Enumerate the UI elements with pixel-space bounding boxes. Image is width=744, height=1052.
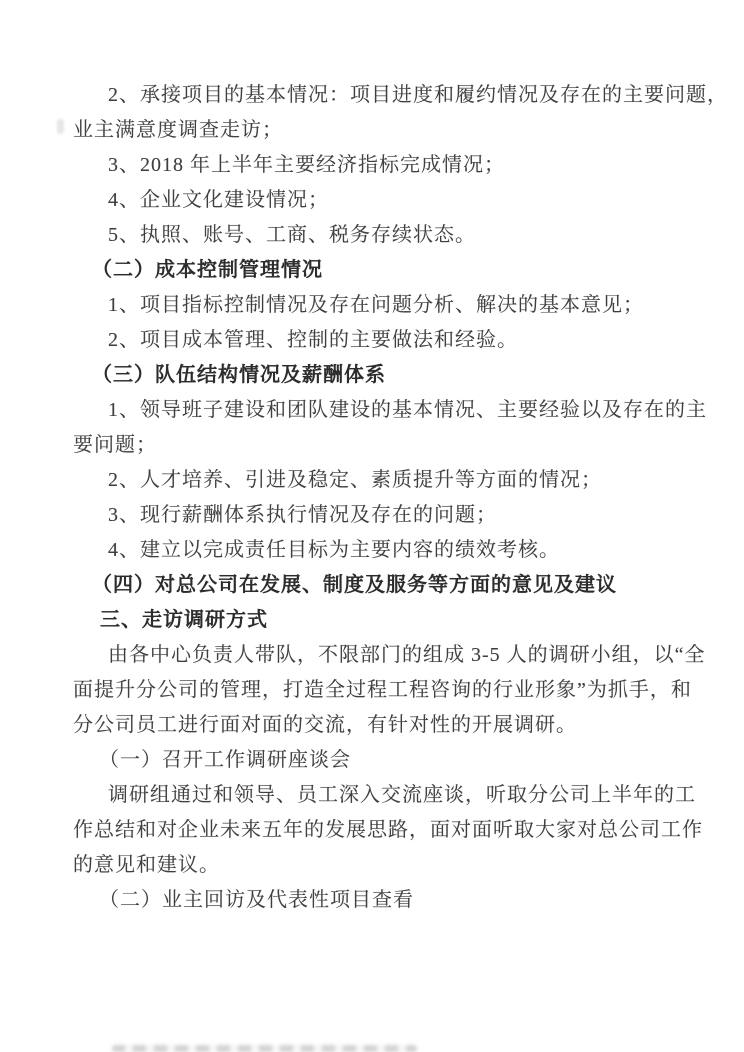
doc-line-item-2-project-status: 2、承接项目的基本情况：项目进度和履约情况及存在的主要问题， xyxy=(108,84,728,106)
bottom-bleed-artifact xyxy=(112,1045,417,1052)
doc-line-item-2-wrap: 业主满意度调查走访； xyxy=(73,119,283,141)
doc-line-item-5-licenses: 5、执照、账号、工商、税务存续状态。 xyxy=(108,224,476,246)
doc-line-cost-item-2: 2、项目成本管理、控制的主要做法和经验。 xyxy=(108,329,518,351)
doc-line-team-item-2: 2、人才培养、引进及稳定、素质提升等方面的情况； xyxy=(108,469,602,491)
doc-heading-part-3-survey-method: 三、走访调研方式 xyxy=(100,609,268,631)
document-text-block xyxy=(73,78,728,918)
doc-line-item-3-economic-indicators: 3、2018 年上半年主要经济指标完成情况； xyxy=(108,154,505,176)
doc-heading-sub-2-owner-visit: （二）业主回访及代表性项目查看 xyxy=(99,889,414,911)
doc-heading-section-2-cost-control: （二）成本控制管理情况 xyxy=(92,259,323,281)
doc-para-survey-group-line-1: 由各中心负责人带队，不限部门的组成 3-5 人的调研小组，以“全 xyxy=(108,644,706,666)
doc-line-team-item-1-wrap: 要问题； xyxy=(73,434,157,456)
doc-line-team-item-3: 3、现行薪酬体系执行情况及存在的问题； xyxy=(108,504,497,526)
doc-heading-section-4-suggestions: （四）对总公司在发展、制度及服务等方面的意见及建议 xyxy=(92,574,617,596)
doc-heading-section-3-team-salary: （三）队伍结构情况及薪酬体系 xyxy=(92,364,386,386)
doc-para-symposium-line-3: 的意见和建议。 xyxy=(73,854,220,876)
doc-line-cost-item-1: 1、项目指标控制情况及存在问题分析、解决的基本意见； xyxy=(108,294,644,316)
doc-para-symposium-line-2: 作总结和对企业未来五年的发展思路，面对面听取大家对总公司工作 xyxy=(73,819,703,841)
doc-para-survey-group-line-2: 面提升分公司的管理，打造全过程工程咨询的行业形象”为抓手，和 xyxy=(73,679,692,701)
doc-line-item-4-culture: 4、企业文化建设情况； xyxy=(108,189,329,211)
doc-line-team-item-1: 1、领导班子建设和团队建设的基本情况、主要经验以及存在的主 xyxy=(108,399,707,421)
doc-heading-sub-1-symposium: （一）召开工作调研座谈会 xyxy=(99,749,351,771)
doc-para-symposium-line-1: 调研组通过和领导、员工深入交流座谈，听取分公司上半年的工 xyxy=(108,784,696,806)
doc-line-team-item-4: 4、建立以完成责任目标为主要内容的绩效考核。 xyxy=(108,539,560,561)
scan-speck-artifact xyxy=(57,119,64,134)
doc-para-survey-group-line-3: 分公司员工进行面对面的交流，有针对性的开展调研。 xyxy=(73,714,577,736)
